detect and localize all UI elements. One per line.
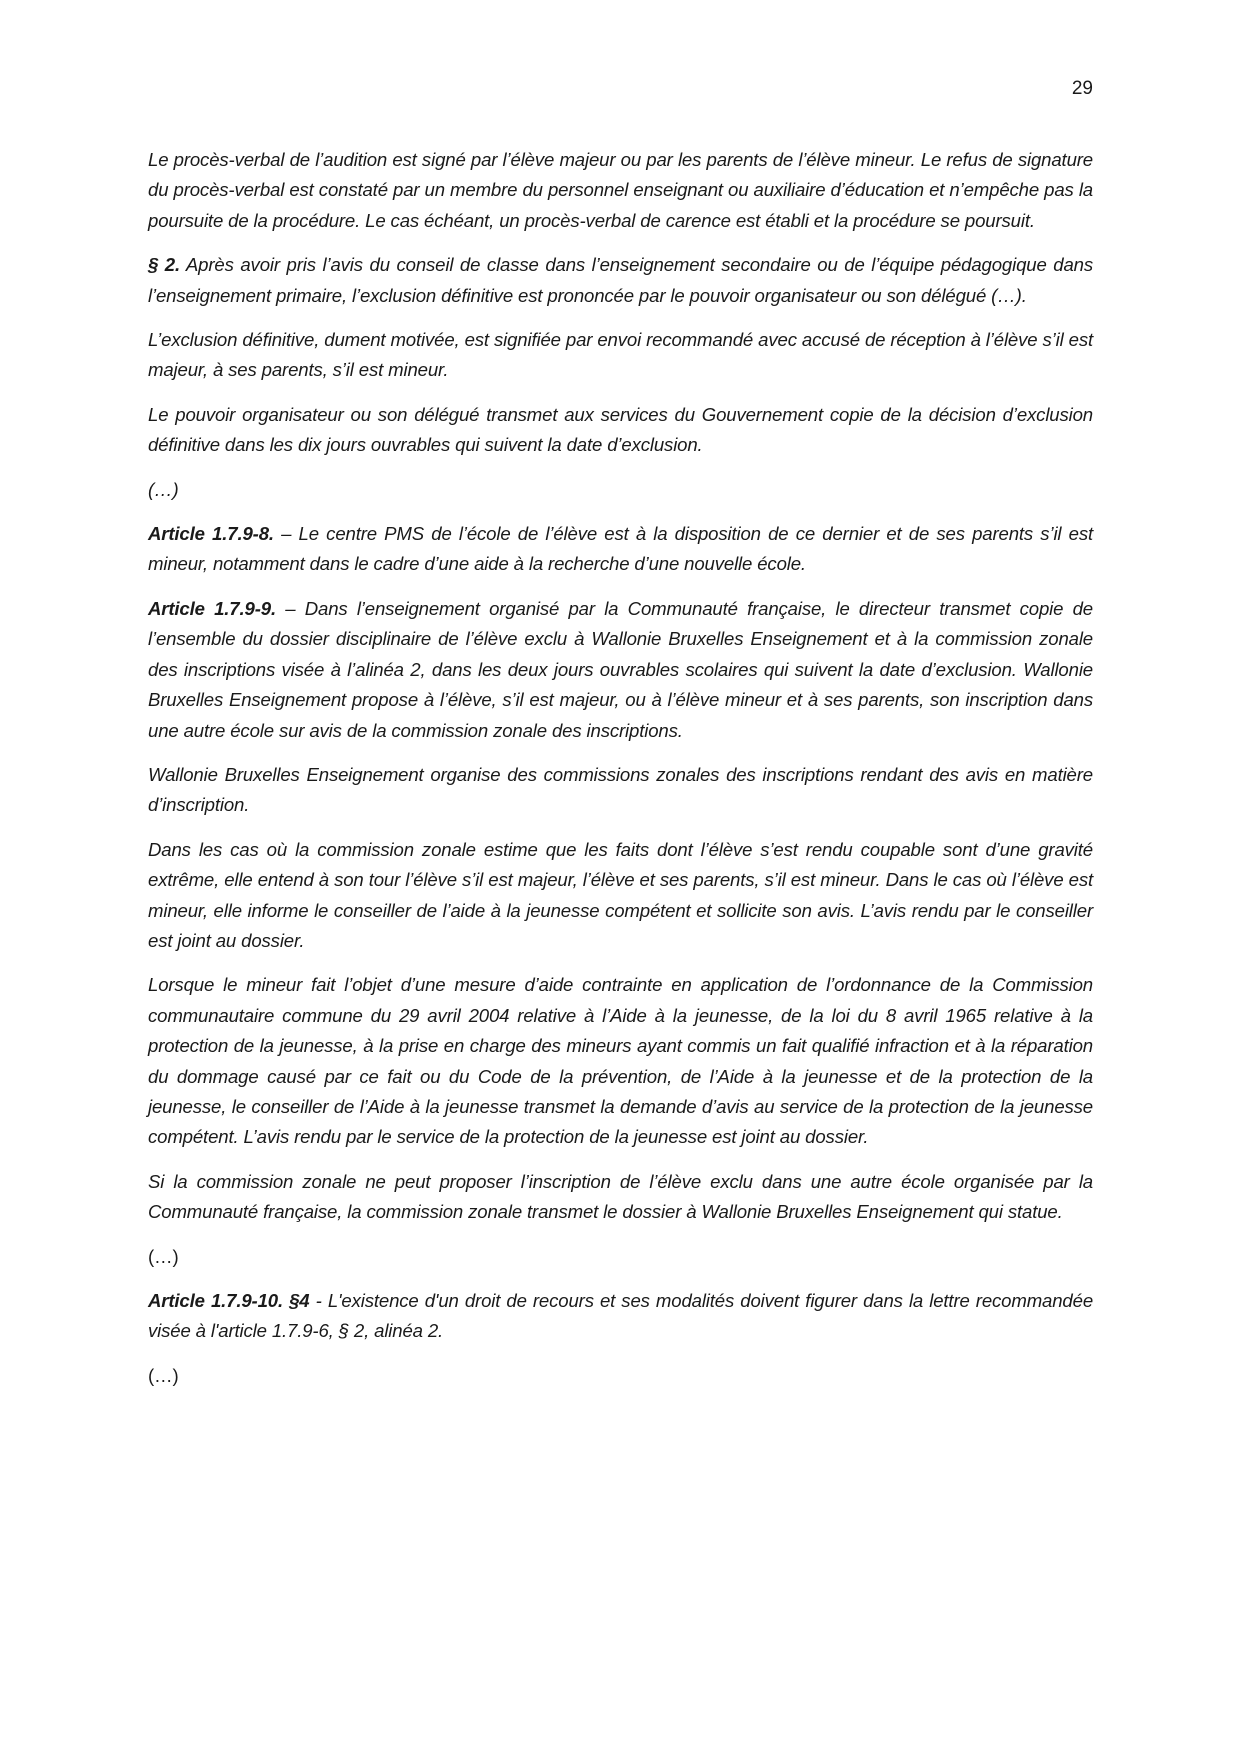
article-heading: Article 1.7.9-10. §4 [148,1290,310,1311]
paragraph-ellipsis [148,475,1093,505]
paragraph-text: – Dans l’enseignement organisé par la Communauté française, le directeur transmet copie de l’ensemble du dossier disciplinaire de l’élève exclu à Wallonie Bruxelles Enseignement et à la commission zonale des inscriptions visée à l’alinéa 2, dans les deux jours ouvrables scolaires qui suivent la date d’exclusion. Wallonie Bruxelles Enseignement propose à l’élève, s’il est majeur, ou à l’élève mineur et à ses parents, son inscription dans une autre école sur avis de la commission zonale des inscriptions. [148,597,1093,741]
document-body [148,145,1093,1405]
paragraph-text: Le procès-verbal de l’audition est signé par l’élève majeur ou par les parents de l’élève mineur. Le refus de signature du procès-verbal est constaté par un membre du personnel enseignant ou auxiliaire d’éducation et n’empêche pas la poursuite de la procédure. Le cas échéant, un procès-verbal de carence est établi et la procédure se poursuit. [148,149,1093,231]
paragraph-text: (…) [148,1245,179,1267]
paragraph-article-1-7-9-10 [148,1286,1093,1347]
paragraph-text: (…) [148,1364,179,1386]
article-heading: Article 1.7.9-8. [148,523,274,545]
section-marker: § 2. [148,254,181,276]
paragraph-text: Dans les cas où la commission zonale estime que les faits dont l’élève s’est rendu coupable sont d’une gravité extrême, elle entend à son tour l’élève s’il est majeur, l’élève et ses parents, s’il est mineur. Dans le cas où l’élève est mineur, elle informe le conseiller de l’aide à la jeunesse compétent et sollicite son avis. L’avis rendu par le conseiller est joint au dossier. [148,838,1093,951]
paragraph-text: – Le centre PMS de l’école de l’élève est à la disposition de ce dernier et de ses parents s’il est mineur, notamment dans le cadre d’une aide à la recherche d’une nouvelle école. [148,523,1093,575]
paragraph-text: Après avoir pris l’avis du conseil de classe dans l’enseignement secondaire ou de l’équipe pédagogique dans l’enseignement primaire, l’exclusion définitive est prononcée par le pouvoir organisateur ou son délégué (…). [148,254,1093,306]
paragraph-transmission-gouvernement [148,400,1093,461]
paragraph-article-1-7-9-8 [148,519,1093,580]
paragraph-ellipsis [148,1361,1093,1391]
paragraph-pv-signature [148,145,1093,236]
paragraph-text: L’exclusion définitive, dument motivée, est signifiée par envoi recommandé avec accusé de réception à l’élève s’il est majeur, à ses parents, s’il est mineur. [148,329,1093,381]
paragraph-text: Wallonie Bruxelles Enseignement organise des commissions zonales des inscriptions rendant des avis en matière d’inscription. [148,763,1093,816]
page-number: 29 [1071,78,1093,99]
paragraph-ellipsis [148,1242,1093,1272]
paragraph-text: (…) [148,478,179,500]
paragraph-gravite-extreme [148,835,1093,957]
paragraph-section-2 [148,250,1093,311]
paragraph-commissions-zonales [148,760,1093,821]
paragraph-exclusion-motivee [148,325,1093,386]
paragraph-text: Le pouvoir organisateur ou son délégué transmet aux services du Gouvernement copie de la décision d’exclusion définitive dans les dix jours ouvrables qui suivent la date d’exclusion. [148,403,1093,456]
paragraph-text: - L'existence d'un droit de recours et ses modalités doivent figurer dans la lettre recommandée visée à l'article 1.7.9-6, § 2, alinéa 2. [148,1290,1094,1342]
paragraph-text: Si la commission zonale ne peut proposer l’inscription de l’élève exclu dans une autre école organisée par la Communauté française, la commission zonale transmet le dossier à Wallonie Bruxelles Enseignement qui statue. [148,1170,1093,1223]
paragraph-text: Lorsque le mineur fait l’objet d’une mesure d’aide contrainte en application de l’ordonnance de la Commission communautaire commune du 29 avril 2004 relative à l’Aide à la jeunesse, de la loi du 8 avril 1965 relative à la protection de la jeunesse, à la prise en charge des mineurs ayant commis un fait qualifié infraction et à la réparation du dommage causé par ce fait ou du Code de la prévention, de l’Aide à la jeunesse et de la protection de la jeunesse, le conseiller de l’Aide à la jeunesse transmet la demande d’avis au service de la protection de la jeunesse compétent. L’avis rendu par le service de la protection de la jeunesse est joint au dossier. [148,974,1093,1148]
paragraph-article-1-7-9-9 [148,594,1093,746]
paragraph-aide-contrainte [148,970,1093,1152]
article-heading: Article 1.7.9-9. [148,597,276,619]
paragraph-commission-ne-peut [148,1167,1093,1228]
